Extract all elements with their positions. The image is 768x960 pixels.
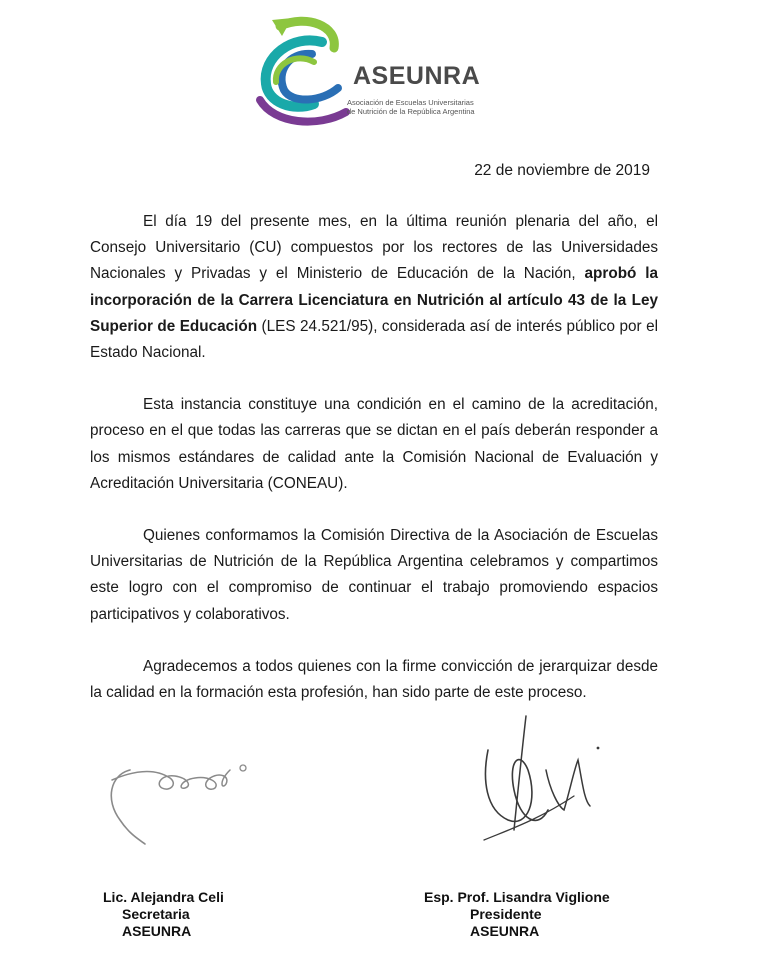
logo-subtitle-line2: de Nutrición de la República Argentina [347, 107, 475, 116]
logo-subtitle-line1: Asociación de Escuelas Universitarias [347, 98, 474, 107]
signer-right-role: Presidente [470, 906, 542, 922]
paragraph-2: Esta instancia constituye una condición en el camino de la acreditación, proceso en el que todas las carreras que se dictan en el país deberán responder a los mismos estándares de calidad ante la Comisión Nacional de Evaluación y Acreditación Universitaria (CONEAU). [90, 396, 658, 492]
signer-right-name: Esp. Prof. Lisandra Viglione [424, 889, 610, 905]
signer-left [103, 889, 224, 940]
signer-left-role: Secretaria [122, 906, 190, 922]
paragraph-3: Quienes conformamos la Comisión Directiva de la Asociación de Escuelas Universitarias de Nutrición de la República Argentina celebramos y compartimos este logro con el compromiso de continuar el trabajo promoviendo espacios participativos y colaborativos. [90, 527, 658, 623]
paragraph-1-bold: aprobó la incorporación de la Carrera Licenciatura en Nutrición al artículo 43 de la Ley Superior de Educación [90, 265, 658, 335]
signer-left-org: ASEUNRA [122, 923, 192, 939]
paragraph-1 [90, 209, 658, 366]
signer-left-name: Lic. Alejandra Celi [103, 889, 224, 905]
logo-swirl-icon [252, 12, 352, 130]
letter-body [90, 209, 658, 732]
right-signature-icon [478, 710, 608, 860]
signer-right-org: ASEUNRA [470, 923, 540, 939]
aseunra-logo [252, 12, 502, 130]
paragraph-1-part1: El día 19 del presente mes, en la última reunión plenaria del año, el Consejo Universitario (CU) compuestos por los rectores de las Universidades Nacionales y Privadas y el Ministerio de Educación de la Nación, [90, 213, 658, 283]
signature-area [0, 700, 768, 870]
left-signature-icon [100, 740, 270, 850]
signer-right [424, 889, 610, 940]
logo-name: ASEUNRA [353, 62, 481, 90]
logo-subtitle [347, 98, 475, 116]
letter-date: 22 de noviembre de 2019 [474, 162, 650, 179]
paragraph-1-part2: (LES 24.521/95), considerada así de interés público por el Estado Nacional. [90, 317, 658, 362]
paragraph-4: Agradecemos a todos quienes con la firme convicción de jerarquizar desde la calidad en la formación esta profesión, han sido parte de este proceso. [90, 657, 658, 702]
